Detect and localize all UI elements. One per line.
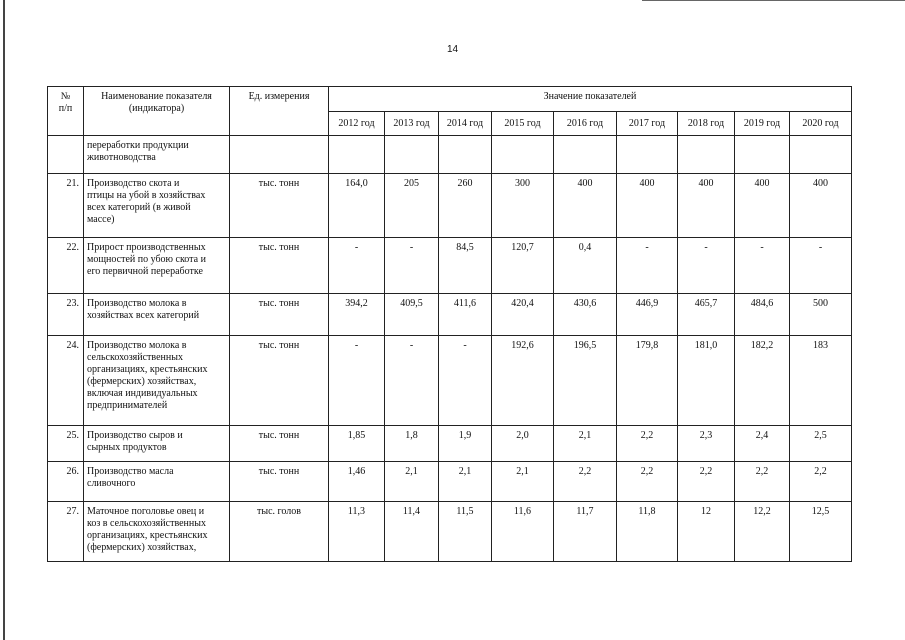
value-cell: 2,2 xyxy=(617,426,678,462)
header-unit: Ед. измерения xyxy=(230,87,329,136)
value-cell: - xyxy=(735,238,790,294)
value-cell: - xyxy=(329,336,385,426)
table-row xyxy=(48,136,852,174)
value-cell: 183 xyxy=(790,336,852,426)
value-cell: 196,5 xyxy=(554,336,617,426)
row-number: 27. xyxy=(48,502,84,562)
header-year: 2012 год xyxy=(329,112,385,136)
indicators-table xyxy=(47,86,852,562)
value-cell: 11,3 xyxy=(329,502,385,562)
value-cell: 260 xyxy=(439,174,492,238)
value-cell: 11,5 xyxy=(439,502,492,562)
value-cell: 11,4 xyxy=(385,502,439,562)
value-cell: 400 xyxy=(735,174,790,238)
header-num: № п/п xyxy=(48,87,84,136)
value-cell: 430,6 xyxy=(554,294,617,336)
page-number: 14 xyxy=(446,44,459,55)
value-cell: 2,2 xyxy=(678,462,735,502)
value-cell: 411,6 xyxy=(439,294,492,336)
value-cell: 11,8 xyxy=(617,502,678,562)
value-cell: 120,7 xyxy=(492,238,554,294)
header-name: Наименование показателя (индикатора) xyxy=(84,87,230,136)
value-cell: 2,0 xyxy=(492,426,554,462)
value-cell xyxy=(439,136,492,174)
value-cell: 182,2 xyxy=(735,336,790,426)
value-cell: 2,1 xyxy=(554,426,617,462)
indicator-name: Производство молока в сельскохозяйственных организациях, крестьянских (фермерских) хозяйствах, включая индивидуальных предпринимателей xyxy=(84,336,230,426)
value-cell: 164,0 xyxy=(329,174,385,238)
unit-cell: тыс. тонн xyxy=(230,336,329,426)
indicator-name: Прирост производственных мощностей по убою скота и его первичной переработке xyxy=(84,238,230,294)
value-cell: 400 xyxy=(554,174,617,238)
value-cell: 12 xyxy=(678,502,735,562)
unit-cell: тыс. тонн xyxy=(230,426,329,462)
header-year: 2019 год xyxy=(735,112,790,136)
value-cell: 420,4 xyxy=(492,294,554,336)
unit-cell: тыс. голов xyxy=(230,502,329,562)
value-cell: 11,6 xyxy=(492,502,554,562)
indicator-name: Производство сыров и сырных продуктов xyxy=(84,426,230,462)
table-row xyxy=(48,426,852,462)
value-cell: 84,5 xyxy=(439,238,492,294)
value-cell: 409,5 xyxy=(385,294,439,336)
unit-cell: тыс. тонн xyxy=(230,294,329,336)
value-cell: 192,6 xyxy=(492,336,554,426)
value-cell: 2,4 xyxy=(735,426,790,462)
indicator-name: Производство масла сливочного xyxy=(84,462,230,502)
value-cell: 179,8 xyxy=(617,336,678,426)
row-number: 26. xyxy=(48,462,84,502)
value-cell xyxy=(678,136,735,174)
page-top-line xyxy=(642,0,905,1)
value-cell xyxy=(790,136,852,174)
table-row xyxy=(48,238,852,294)
row-number xyxy=(48,136,84,174)
value-cell: - xyxy=(329,238,385,294)
header-year: 2016 год xyxy=(554,112,617,136)
row-number: 22. xyxy=(48,238,84,294)
value-cell: 2,3 xyxy=(678,426,735,462)
value-cell: 484,6 xyxy=(735,294,790,336)
value-cell: 2,2 xyxy=(790,462,852,502)
unit-cell: тыс. тонн xyxy=(230,462,329,502)
table-row xyxy=(48,174,852,238)
header-year: 2014 год xyxy=(439,112,492,136)
value-cell: 400 xyxy=(617,174,678,238)
value-cell: 2,1 xyxy=(439,462,492,502)
value-cell: 2,5 xyxy=(790,426,852,462)
value-cell: - xyxy=(790,238,852,294)
value-cell: - xyxy=(678,238,735,294)
value-cell: 394,2 xyxy=(329,294,385,336)
indicator-name: Маточное поголовье овец и коз в сельскохозяйственных организациях, крестьянских (фермерских) хозяйствах, xyxy=(84,502,230,562)
row-number: 23. xyxy=(48,294,84,336)
row-number: 21. xyxy=(48,174,84,238)
value-cell xyxy=(329,136,385,174)
header-year: 2015 год xyxy=(492,112,554,136)
value-cell: 11,7 xyxy=(554,502,617,562)
unit-cell xyxy=(230,136,329,174)
value-cell: 1,8 xyxy=(385,426,439,462)
page-left-border xyxy=(3,0,5,640)
value-cell: 1,46 xyxy=(329,462,385,502)
value-cell: 2,1 xyxy=(385,462,439,502)
value-cell xyxy=(617,136,678,174)
value-cell: 12,5 xyxy=(790,502,852,562)
row-number: 24. xyxy=(48,336,84,426)
value-cell: - xyxy=(617,238,678,294)
value-cell: - xyxy=(385,238,439,294)
table-row xyxy=(48,336,852,426)
unit-cell: тыс. тонн xyxy=(230,174,329,238)
value-cell: 465,7 xyxy=(678,294,735,336)
value-cell: 1,85 xyxy=(329,426,385,462)
indicator-name: переработки продукции животноводства xyxy=(84,136,230,174)
value-cell xyxy=(492,136,554,174)
unit-cell: тыс. тонн xyxy=(230,238,329,294)
row-number: 25. xyxy=(48,426,84,462)
value-cell: - xyxy=(439,336,492,426)
header-year: 2013 год xyxy=(385,112,439,136)
value-cell: 12,2 xyxy=(735,502,790,562)
header-year: 2020 год xyxy=(790,112,852,136)
header-year: 2018 год xyxy=(678,112,735,136)
value-cell: 2,2 xyxy=(617,462,678,502)
value-cell: 181,0 xyxy=(678,336,735,426)
value-cell xyxy=(554,136,617,174)
value-cell: 300 xyxy=(492,174,554,238)
value-cell: 2,2 xyxy=(554,462,617,502)
header-row xyxy=(48,87,852,112)
value-cell: 1,9 xyxy=(439,426,492,462)
value-cell: 446,9 xyxy=(617,294,678,336)
value-cell xyxy=(735,136,790,174)
value-cell: - xyxy=(385,336,439,426)
table-row xyxy=(48,502,852,562)
value-cell: 2,2 xyxy=(735,462,790,502)
value-cell: 205 xyxy=(385,174,439,238)
value-cell: 400 xyxy=(790,174,852,238)
header-year: 2017 год xyxy=(617,112,678,136)
value-cell: 2,1 xyxy=(492,462,554,502)
value-cell xyxy=(385,136,439,174)
value-cell: 400 xyxy=(678,174,735,238)
value-cell: 0,4 xyxy=(554,238,617,294)
header-values: Значение показателей xyxy=(329,87,852,112)
value-cell: 500 xyxy=(790,294,852,336)
table-row xyxy=(48,294,852,336)
table-row xyxy=(48,462,852,502)
indicator-name: Производство скота и птицы на убой в хозяйствах всех категорий (в живой массе) xyxy=(84,174,230,238)
indicator-name: Производство молока в хозяйствах всех категорий xyxy=(84,294,230,336)
